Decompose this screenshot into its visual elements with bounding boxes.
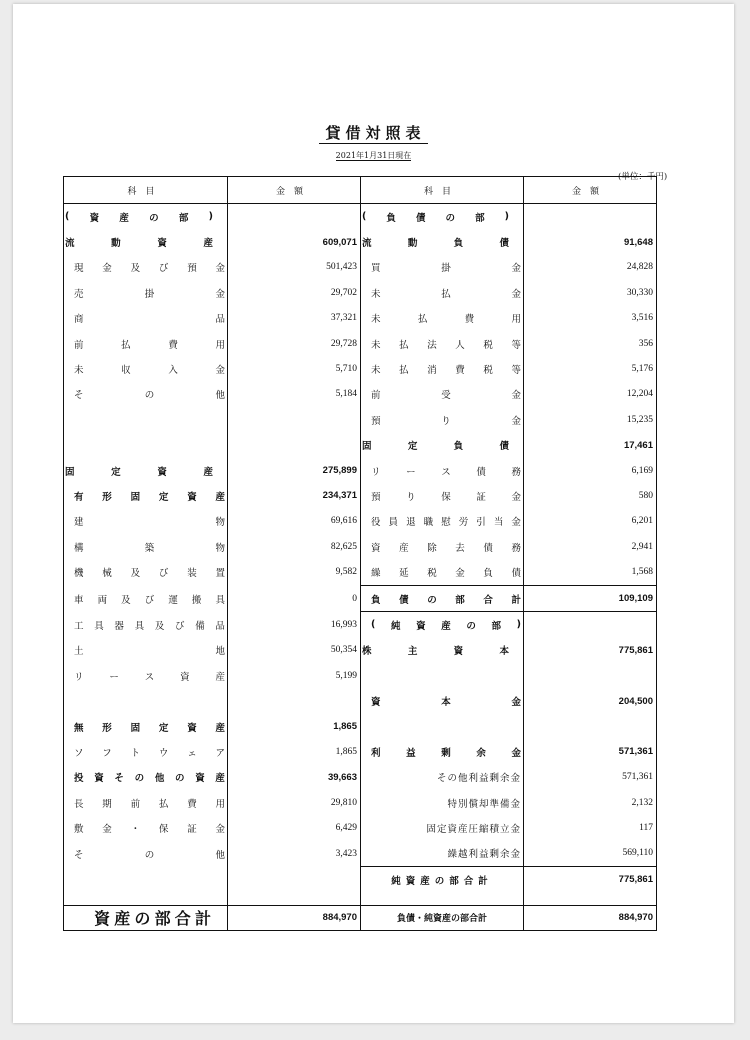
- left-item-cell: [64, 612, 228, 638]
- right-item-cell: [361, 663, 524, 688]
- table-row: [64, 407, 657, 432]
- table-row: [64, 255, 657, 280]
- left-item-cell: [64, 559, 228, 585]
- right-item-label: 未 払 金: [371, 288, 521, 300]
- page-title: 貸借対照表: [13, 122, 734, 143]
- header-item-assets: 科目: [64, 177, 228, 204]
- left-amount-cell: 69,616: [228, 509, 361, 534]
- table-body: [64, 204, 657, 931]
- left-item-label: 売 掛 金: [74, 288, 225, 300]
- left-amount-cell: 5,710: [228, 356, 361, 381]
- left-amount-cell: 29,728: [228, 331, 361, 356]
- left-item-label: 固 定 資 産: [65, 466, 213, 478]
- spacer: [64, 893, 228, 906]
- left-item-label: 長 期 前 払 費 用: [74, 798, 225, 810]
- left-amount-cell: 3,423: [228, 841, 361, 867]
- right-item-cell: [361, 638, 524, 663]
- left-item-cell: [64, 382, 228, 407]
- left-item-label: ( 資 産 の 部 ): [65, 211, 213, 224]
- right-item-label: 買 掛 金: [371, 263, 521, 275]
- total-assets-amount: 884,970: [228, 905, 361, 930]
- left-item-cell: [64, 407, 228, 432]
- left-item-label: 有 形 固 定 資 産: [74, 491, 225, 503]
- right-item-label: その他利益剰余金: [436, 773, 521, 785]
- left-amount-cell: 82,625: [228, 534, 361, 559]
- right-amount-cell: 6,201: [524, 509, 657, 534]
- left-amount-cell: 29,702: [228, 280, 361, 305]
- left-item-cell: [64, 688, 228, 713]
- header-item-liabilities: 科目: [361, 177, 524, 204]
- left-amount-cell: [228, 204, 361, 230]
- left-item-cell: [64, 204, 228, 230]
- right-amount-cell: 204,500: [524, 688, 657, 713]
- left-amount-cell: 5,184: [228, 382, 361, 407]
- right-amount-cell: 5,176: [524, 356, 657, 381]
- right-item-cell: [361, 559, 524, 585]
- right-item-cell: [361, 356, 524, 381]
- right-amount-cell: 3,516: [524, 306, 657, 331]
- right-amount-cell: 117: [524, 815, 657, 840]
- left-item-cell: [64, 790, 228, 815]
- right-item-cell: [361, 280, 524, 305]
- table-row: [64, 534, 657, 559]
- left-item-cell: [64, 739, 228, 764]
- left-item-label: 投 資 そ の 他 の 資 産: [74, 773, 225, 785]
- left-amount-cell: 29,810: [228, 790, 361, 815]
- left-item-cell: [64, 714, 228, 739]
- left-item-label: 構 築 物: [74, 542, 225, 554]
- right-item-cell: [361, 815, 524, 840]
- right-item-cell: [361, 612, 524, 638]
- right-item-label: ( 純 資 産 の 部 ): [371, 619, 521, 632]
- table-row: [64, 306, 657, 331]
- right-item-cell: [361, 790, 524, 815]
- left-amount-cell: [228, 867, 361, 893]
- right-item-cell: [361, 867, 524, 893]
- right-item-label: 前 受 金: [371, 390, 521, 402]
- left-item-label: 現 金 及 び 預 金: [74, 263, 225, 275]
- left-item-cell: [64, 867, 228, 893]
- left-item-label: 建 物: [74, 517, 225, 529]
- right-item-cell: [361, 331, 524, 356]
- right-item-label: 株 主 資 本: [362, 646, 509, 658]
- right-amount-cell: 17,461: [524, 433, 657, 458]
- right-item-label: 預 り 金: [371, 415, 521, 427]
- left-item-label: 未 収 入 金: [74, 365, 225, 377]
- right-item-cell: [361, 585, 524, 611]
- left-item-label: 商 品: [74, 314, 225, 326]
- left-item-cell: [64, 638, 228, 663]
- table-row: [64, 688, 657, 713]
- right-amount-cell: 24,828: [524, 255, 657, 280]
- left-amount-cell: [228, 407, 361, 432]
- right-item-label: 負 債 の 部 合 計: [371, 594, 521, 606]
- spacer-row: [64, 893, 657, 906]
- table-row: [64, 433, 657, 458]
- left-amount-cell: 275,899: [228, 458, 361, 483]
- left-item-label: 工 具 器 具 及 び 備 品: [74, 620, 225, 632]
- table-row: [64, 356, 657, 381]
- right-amount-cell: 2,132: [524, 790, 657, 815]
- right-item-label: 未 払 法 人 税 等: [371, 339, 521, 351]
- left-item-cell: [64, 815, 228, 840]
- right-amount-cell: 580: [524, 483, 657, 508]
- left-amount-cell: 6,429: [228, 815, 361, 840]
- right-item-cell: [361, 229, 524, 254]
- left-item-cell: [64, 280, 228, 305]
- table-row: [64, 790, 657, 815]
- table-row: [64, 559, 657, 585]
- left-item-cell: [64, 356, 228, 381]
- table-row: [64, 331, 657, 356]
- table-row: [64, 204, 657, 230]
- table-row: [64, 663, 657, 688]
- left-amount-cell: 234,371: [228, 483, 361, 508]
- left-amount-cell: 1,865: [228, 739, 361, 764]
- left-amount-cell: 9,582: [228, 559, 361, 585]
- right-amount-cell: 6,169: [524, 458, 657, 483]
- left-item-cell: [64, 433, 228, 458]
- left-item-label: 土 地: [74, 646, 225, 658]
- totals-row: [64, 905, 657, 930]
- left-item-cell: [64, 765, 228, 790]
- left-item-cell: [64, 306, 228, 331]
- right-amount-cell: [524, 204, 657, 230]
- left-amount-cell: 37,321: [228, 306, 361, 331]
- right-item-label: 資 本 金: [371, 697, 521, 709]
- right-item-cell: [361, 255, 524, 280]
- right-amount-cell: 775,861: [524, 638, 657, 663]
- table-row: [64, 765, 657, 790]
- right-amount-cell: 2,941: [524, 534, 657, 559]
- right-item-cell: [361, 407, 524, 432]
- spacer: [524, 893, 657, 906]
- left-amount-cell: [228, 433, 361, 458]
- table-row: [64, 382, 657, 407]
- left-item-label: そ の 他: [74, 390, 225, 402]
- right-item-label: リ ー ス 債 務: [371, 466, 521, 478]
- right-amount-cell: [524, 714, 657, 739]
- left-item-label: リ ー ス 資 産: [74, 671, 225, 683]
- left-amount-cell: 501,423: [228, 255, 361, 280]
- left-amount-cell: 609,071: [228, 229, 361, 254]
- right-item-label: 未 払 費 用: [371, 314, 521, 326]
- table-header-row: [64, 177, 657, 204]
- table-row: [64, 229, 657, 254]
- left-item-label: そ の 他: [74, 849, 225, 861]
- right-amount-cell: 30,330: [524, 280, 657, 305]
- spacer: [228, 893, 361, 906]
- right-amount-cell: 571,361: [524, 765, 657, 790]
- left-amount-cell: 39,663: [228, 765, 361, 790]
- table-row: [64, 714, 657, 739]
- right-item-cell: [361, 483, 524, 508]
- right-item-cell: [361, 534, 524, 559]
- right-amount-cell: 356: [524, 331, 657, 356]
- right-item-label: 固定資産圧縮積立金: [426, 824, 521, 836]
- left-amount-cell: [228, 688, 361, 713]
- right-amount-cell: 15,235: [524, 407, 657, 432]
- left-item-cell: [64, 229, 228, 254]
- right-item-cell: [361, 306, 524, 331]
- right-item-label: 純資産の部合計: [391, 875, 493, 887]
- right-amount-cell: 91,648: [524, 229, 657, 254]
- table-row: [64, 280, 657, 305]
- left-item-cell: [64, 585, 228, 611]
- right-amount-cell: 569,110: [524, 841, 657, 867]
- left-amount-cell: 0: [228, 585, 361, 611]
- left-item-label: 車 両 及 び 運 搬 具: [74, 594, 225, 606]
- total-assets-label: 資 産 の 部 合 計: [94, 909, 211, 929]
- right-amount-cell: 1,568: [524, 559, 657, 585]
- left-item-label: 流 動 資 産: [65, 238, 213, 250]
- left-item-cell: [64, 509, 228, 534]
- header-amount-assets: 金額: [228, 177, 361, 204]
- left-item-cell: [64, 331, 228, 356]
- unit-note: (単位：千円): [618, 172, 668, 182]
- left-item-label: 無 形 固 定 資 産: [74, 722, 225, 734]
- right-amount-cell: 12,204: [524, 382, 657, 407]
- report-date: 2021年1月31日現在: [335, 151, 412, 160]
- table-row: [64, 841, 657, 867]
- left-item-cell: [64, 663, 228, 688]
- left-amount-cell: 50,354: [228, 638, 361, 663]
- left-item-cell: [64, 458, 228, 483]
- table-row: [64, 815, 657, 840]
- left-item-cell: [64, 534, 228, 559]
- left-item-cell: [64, 255, 228, 280]
- right-amount-cell: [524, 612, 657, 638]
- left-item-label: 敷 金 ・ 保 証 金: [74, 824, 225, 836]
- left-item-label: ソ フ ト ウ ェ ア: [74, 747, 225, 759]
- right-amount-cell: 775,861: [524, 867, 657, 893]
- right-amount-cell: 109,109: [524, 585, 657, 611]
- table-row: [64, 612, 657, 638]
- right-item-cell: [361, 458, 524, 483]
- right-item-cell: [361, 688, 524, 713]
- right-item-label: 流 動 負 債: [362, 238, 509, 250]
- header-amount-liabilities: 金額: [524, 177, 657, 204]
- balance-sheet-table: [63, 176, 657, 931]
- right-item-label: 繰 延 税 金 負 債: [371, 568, 521, 580]
- right-item-label: 預 り 保 証 金: [371, 491, 521, 503]
- right-item-cell: [361, 739, 524, 764]
- left-item-label: 前 払 費 用: [74, 339, 225, 351]
- right-item-label: 繰越利益剰余金: [447, 849, 521, 861]
- right-item-label: 特別償却準備金: [447, 798, 521, 810]
- right-item-cell: [361, 841, 524, 867]
- right-item-cell: [361, 382, 524, 407]
- right-item-cell: [361, 765, 524, 790]
- right-item-label: ( 負 債 の 部 ): [362, 211, 509, 224]
- spacer: [361, 893, 524, 906]
- table-row: [64, 483, 657, 508]
- right-item-label: 資 産 除 去 債 務: [371, 542, 521, 554]
- right-item-label: 未 払 消 費 税 等: [371, 365, 521, 377]
- right-amount-cell: [524, 663, 657, 688]
- table-row: [64, 458, 657, 483]
- table-row: [64, 739, 657, 764]
- right-item-label: 利 益 剰 余 金: [371, 747, 521, 759]
- right-item-cell: [361, 433, 524, 458]
- table-row: [64, 638, 657, 663]
- right-item-label: 役 員 退 職 慰 労 引 当 金: [371, 517, 521, 529]
- left-item-cell: [64, 483, 228, 508]
- left-amount-cell: 5,199: [228, 663, 361, 688]
- right-item-label: 固 定 負 債: [362, 441, 509, 453]
- table-row: [64, 509, 657, 534]
- right-amount-cell: 571,361: [524, 739, 657, 764]
- table-row: [64, 867, 657, 893]
- total-liabilities-equity-amount: 884,970: [524, 905, 657, 930]
- left-item-cell: [64, 841, 228, 867]
- left-amount-cell: 16,993: [228, 612, 361, 638]
- left-item-label: 機 械 及 び 装 置: [74, 568, 225, 580]
- right-item-cell: [361, 714, 524, 739]
- right-item-cell: [361, 509, 524, 534]
- total-liabilities-equity-label: 負債・純資産の部合計: [361, 905, 524, 930]
- right-item-cell: [361, 204, 524, 230]
- left-amount-cell: 1,865: [228, 714, 361, 739]
- table-row: [64, 585, 657, 611]
- total-assets-label-cell: [64, 905, 228, 930]
